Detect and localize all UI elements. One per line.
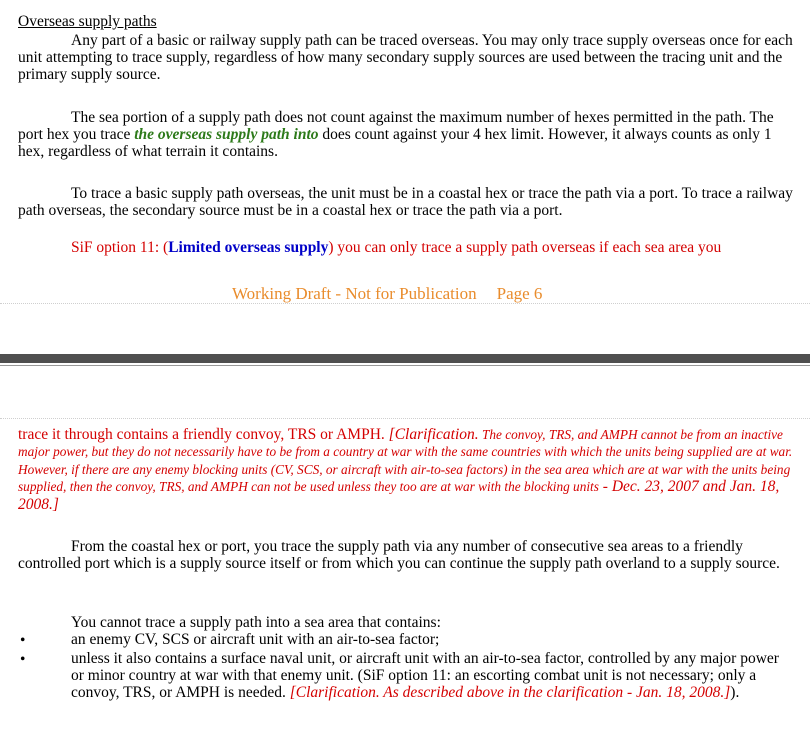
bullet-item-1: an enemy CV, SCS or aircraft unit with an air-to-sea factor; — [71, 631, 440, 648]
paragraph-clarification: trace it through contains a friendly convoy, TRS or AMPH. [Clarification. The convoy, TRS, and AMPH cannot be from an inactive major power, but they do not necessarily have to be from a country at war with the same countries with which the units being supplied are at war. However, if there are any enemy blocking units (CV, SCS, or aircraft with air-to-sea factors) in the sea area which are at war with the units being supplied, then the convoy, TRS, and AMPH can not be used unless they too are at war with the blocking units - Dec. 23, 2007 and Jan. 18, 2008.] — [18, 426, 793, 513]
bullet-item-2: unless it also contains a surface naval unit, or aircraft unit with an air-to-sea factor, controlled by any major power or minor country at war with that enemy unit. (SiF option 11: an escorting combat unit is not necessary; only a convoy, TRS, or AMPH is needed. [Clarification. As described above in the clarification - Jan. 18, 2008.]). — [71, 650, 779, 701]
paragraph-sif-option-11: SiF option 11: (Limited overseas supply) you can only trace a supply path overseas if each sea area you — [71, 239, 722, 256]
green-highlight-text: the overseas supply path into — [134, 125, 319, 143]
document-page-6 — [0, 0, 810, 352]
page-break — [0, 352, 810, 372]
paragraph-basic-railway: To trace a basic supply path overseas, the unit must be in a coastal hex or trace the path via a port. To trace a railway path overseas, the secondary source must be in a coastal hex or trace the path via a port. — [18, 185, 793, 219]
page-number: Page 6 — [496, 284, 543, 303]
bullet-1: • — [20, 632, 26, 649]
paragraph-cannot-trace: You cannot trace a supply path into a sea area that contains: — [71, 614, 441, 631]
paragraph-sea-portion: The sea portion of a supply path does not count against the maximum number of hexes permitted in the path. The port hex you trace the overseas supply path into does count against your 4 hex limit. However, it always counts as only 1 hex, regardless of what terrain it contains. — [18, 109, 774, 160]
option-title: Limited overseas supply — [168, 239, 329, 256]
paragraph-coastal-hex: From the coastal hex or port, you trace the supply path via any number of consecutive sea areas to a friendly controlled port which is a supply source itself or from which you can continue the supply path overland to a supply source. — [18, 538, 780, 572]
bullet-2: • — [20, 651, 26, 668]
document-page-7 — [0, 372, 810, 741]
section-heading: Overseas supply paths — [18, 13, 157, 30]
margin-guide — [0, 418, 810, 419]
draft-notice: Working Draft - Not for Publication — [232, 284, 477, 303]
paragraph-overseas-intro: Any part of a basic or railway supply path can be traced overseas. You may only trace supply overseas once for each unit attempting to trace supply, regardless of how many secondary supply sources are used between the tracing unit and the primary supply source. — [18, 32, 793, 83]
page-footer — [232, 284, 542, 304]
